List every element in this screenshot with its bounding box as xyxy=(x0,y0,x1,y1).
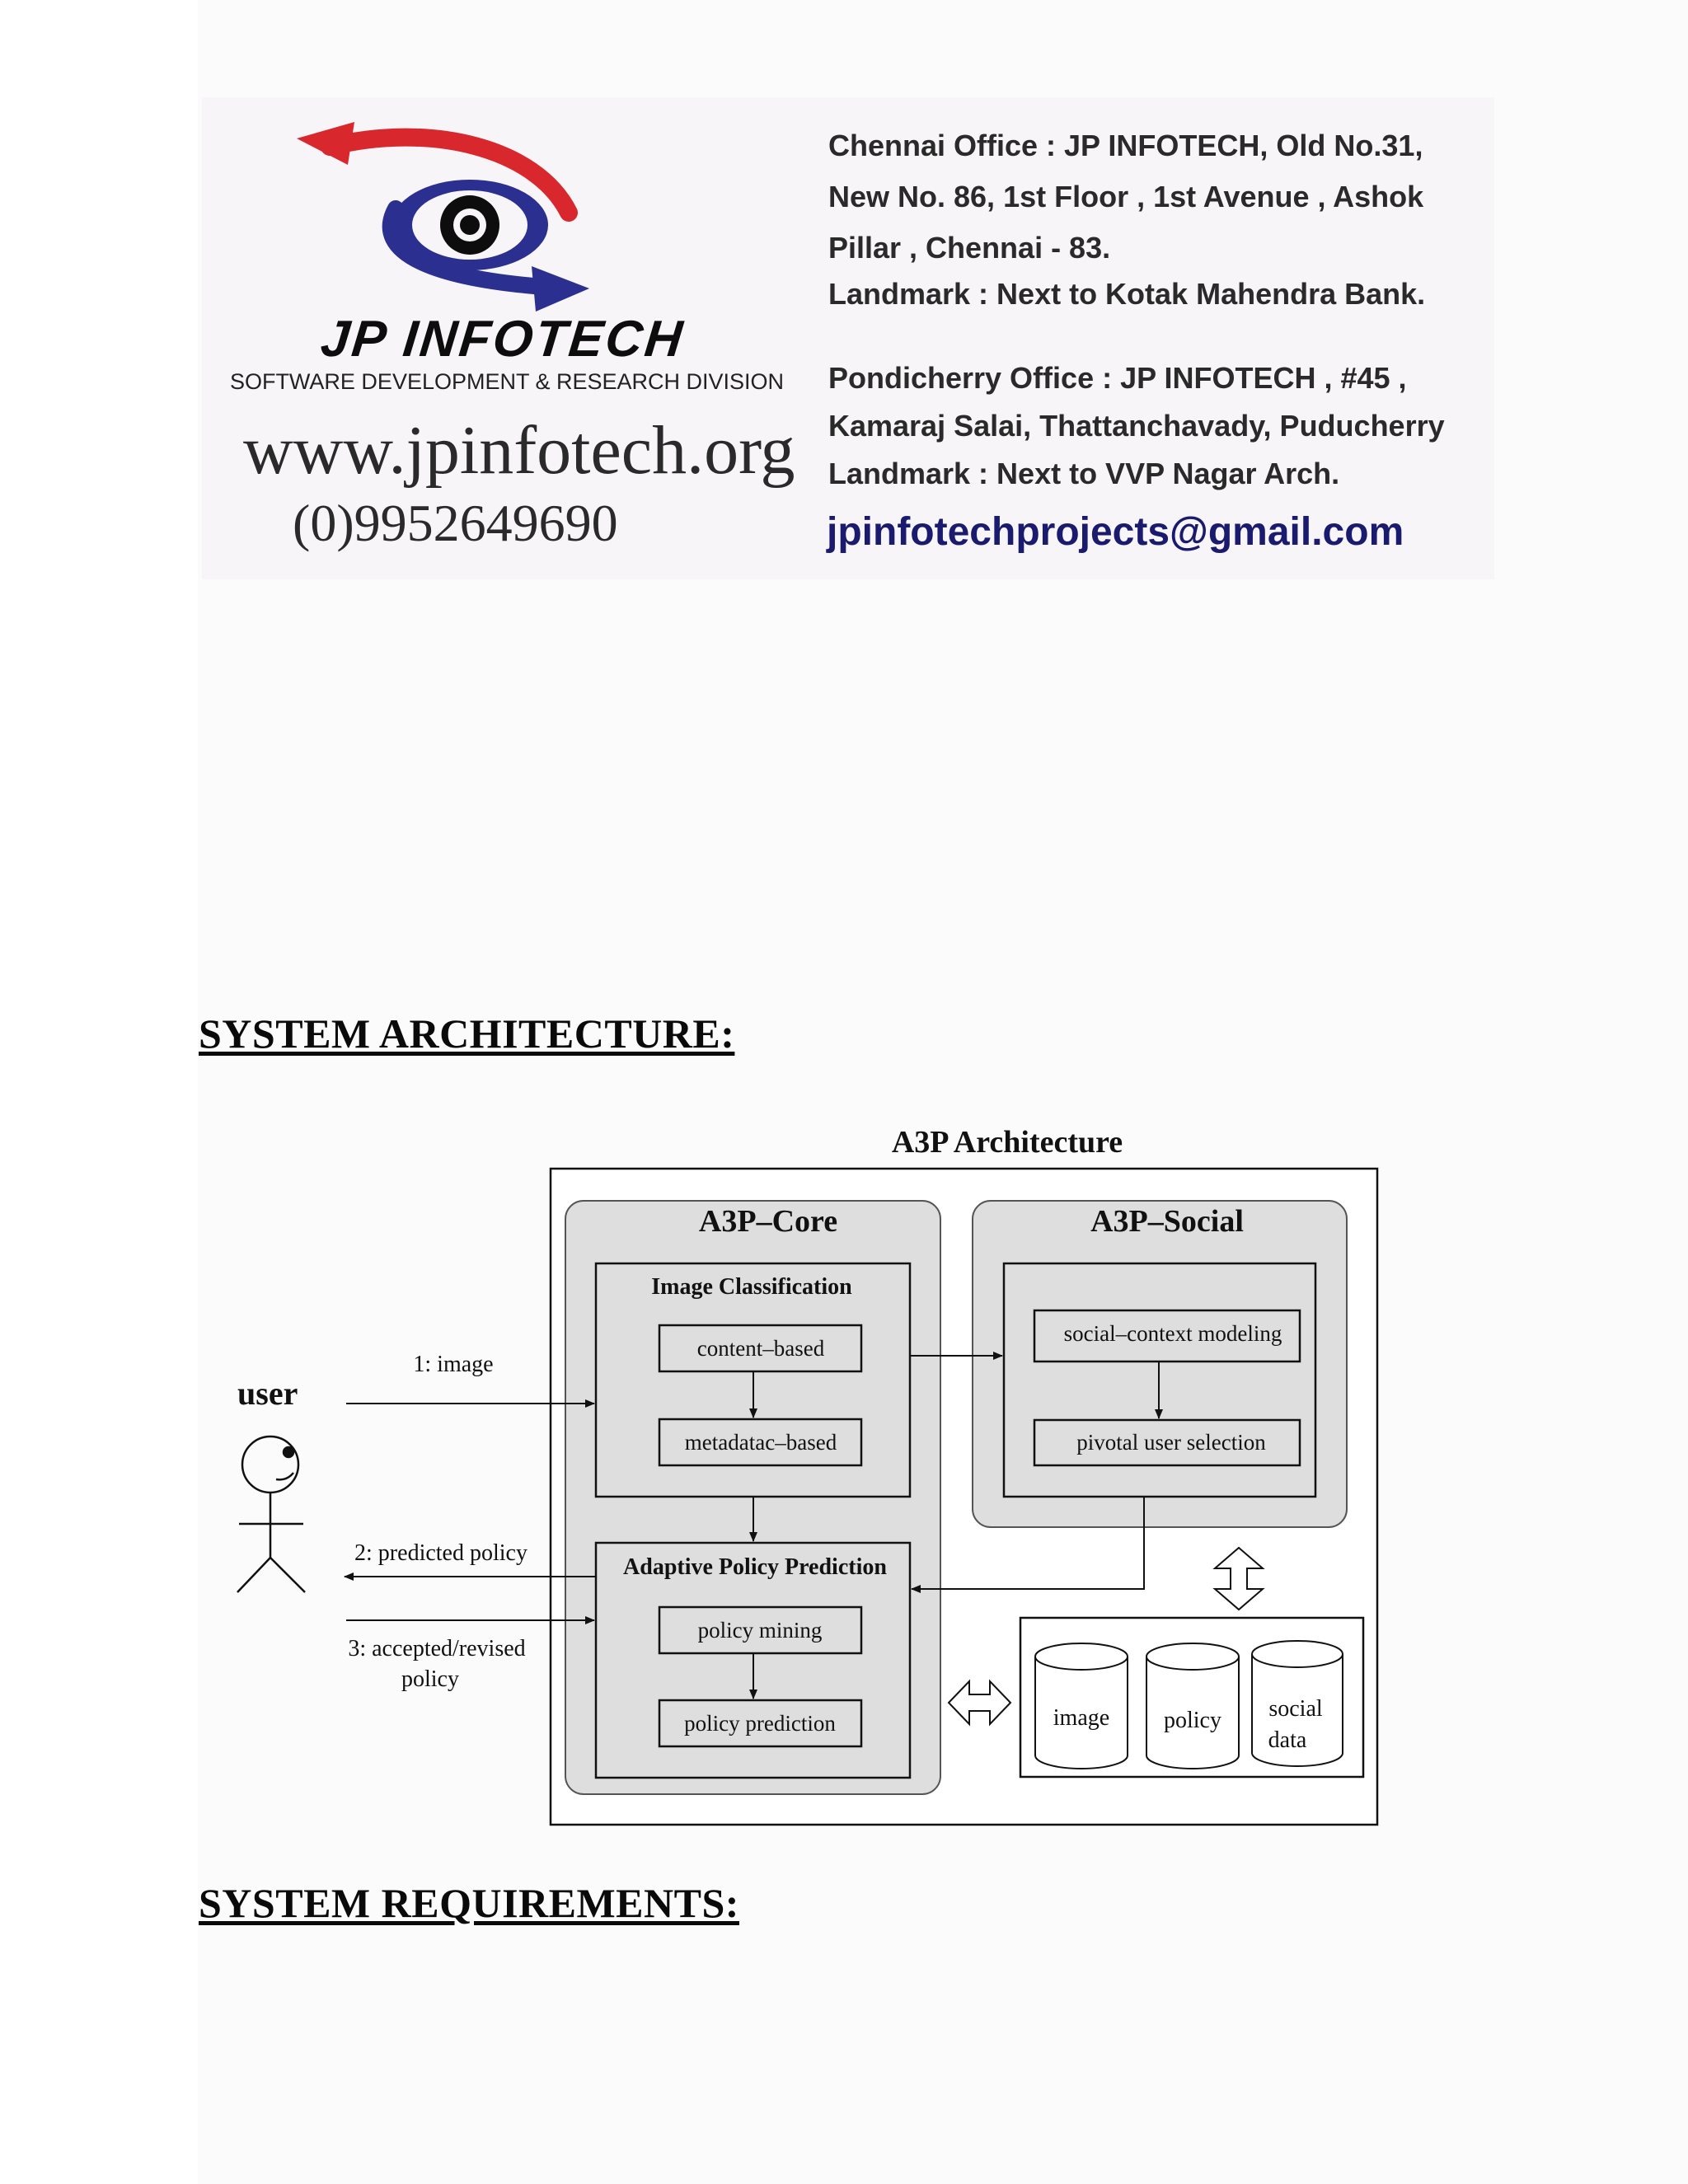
diagram-title: A3P Architecture xyxy=(891,1125,1123,1160)
image-db-label: image xyxy=(1053,1705,1110,1731)
pondicherry-landmark: Landmark : Next to VVP Nagar Arch. xyxy=(828,457,1340,490)
policy-db-label: policy xyxy=(1164,1708,1221,1733)
image-classification-title: Image Classification xyxy=(651,1274,852,1300)
social-db-label-line2: data xyxy=(1268,1727,1307,1753)
content-based-label: content–based xyxy=(696,1336,825,1361)
flow-predicted-policy-label: 2: predicted policy xyxy=(354,1540,528,1566)
chennai-landmark: Landmark : Next to Kotak Mahendra Bank. xyxy=(828,277,1426,311)
policy-database-icon xyxy=(1146,1643,1239,1769)
social-context-label: social–context modeling xyxy=(1063,1321,1282,1346)
a3p-core-title: A3P–Core xyxy=(698,1204,838,1239)
brand-tagline: SOFTWARE DEVELOPMENT & RESEARCH DIVISION xyxy=(229,369,785,394)
email-address: jpinfotechprojects@gmail.com xyxy=(827,510,1404,554)
metadata-based-label: metadatac–based xyxy=(684,1430,837,1455)
a3p-social-title: A3P–Social xyxy=(1090,1204,1244,1239)
user-stick-figure-icon xyxy=(237,1436,305,1592)
adaptive-policy-title: Adaptive Policy Prediction xyxy=(623,1554,887,1580)
system-requirements-heading: SYSTEM REQUIREMENTS: xyxy=(199,1880,739,1926)
pondicherry-address-line: Pondicherry Office : JP INFOTECH , #45 , xyxy=(828,361,1407,395)
social-db-label-line1: social xyxy=(1268,1696,1323,1722)
flow-accepted-label-line2: policy xyxy=(401,1666,459,1692)
chennai-address-line: Chennai Office : JP INFOTECH, Old No.31, xyxy=(828,129,1423,162)
phone-number: (0)9952649690 xyxy=(293,494,618,552)
policy-prediction-label: policy prediction xyxy=(684,1711,836,1736)
chennai-address-line: New No. 86, 1st Floor , 1st Avenue , Ashok xyxy=(828,180,1424,213)
flow-image-label: 1: image xyxy=(413,1352,494,1377)
brand-name: JP INFOTECH xyxy=(318,311,687,368)
pivotal-user-label: pivotal user selection xyxy=(1076,1430,1266,1455)
user-label: user xyxy=(237,1375,298,1412)
flow-accepted-label-line1: 3: accepted/revised xyxy=(348,1636,526,1661)
policy-mining-label: policy mining xyxy=(697,1618,823,1643)
website-text: www.jpinfotech.org xyxy=(243,412,795,489)
chennai-address-line: Pillar , Chennai - 83. xyxy=(828,231,1111,265)
pondicherry-address-line: Kamaraj Salai, Thattanchavady, Puducherry xyxy=(828,409,1445,443)
system-architecture-heading: SYSTEM ARCHITECTURE: xyxy=(199,1010,735,1057)
